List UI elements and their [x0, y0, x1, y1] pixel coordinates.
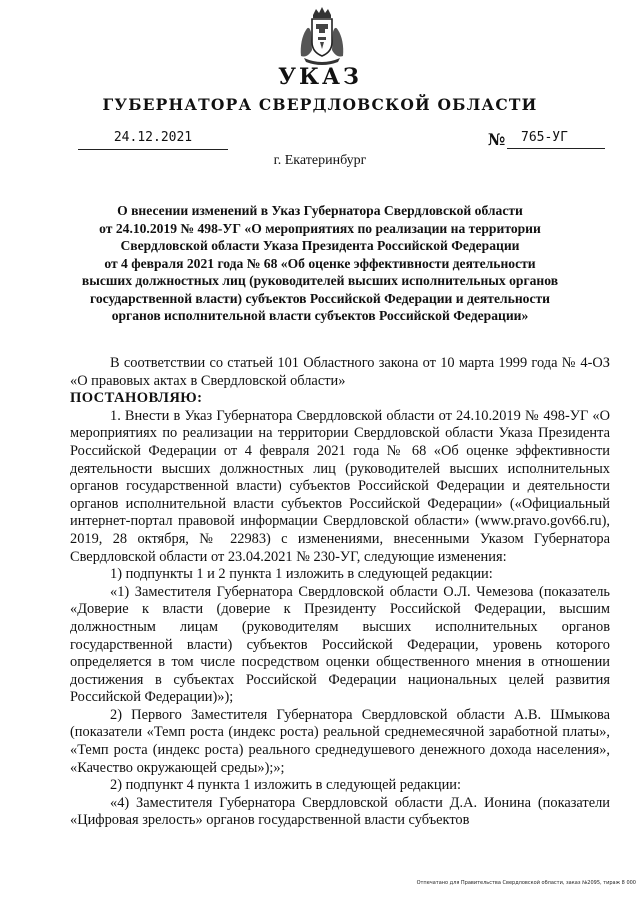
- heading-line: высших должностных лиц (руководителей высших исполнительных органов: [81, 273, 559, 288]
- document-city: г. Екатеринбург: [273, 153, 367, 168]
- heading-line: органов исполнительной власти субъектов Российской Федерации»: [111, 308, 529, 323]
- print-footer: Отпечатано для Правительства Свердловской области, заказ №2095, тираж 8 000: [416, 880, 636, 886]
- quoted-subitem-2-paragraph: 2) Первого Заместителя Губернатора Свердловской области А.В. Шмыкова (показатели «Темп роста (индекс роста) реальной среднемесячной заработной платы», «Темп роста (индекс роста) реального среднедушевого денежного дохода населения», «Качество окружающей среды»);»;: [70, 706, 610, 776]
- document-date: [78, 128, 228, 150]
- coat-of-arms-icon: [298, 6, 346, 66]
- number-value: 765-УГ: [521, 130, 568, 145]
- heading-line: от 4 февраля 2021 года № 68 «Об оценке эффективности деятельности: [104, 255, 536, 271]
- heading-line: Свердловской области Указа Президента Российской Федерации: [120, 238, 520, 253]
- subitem-2-paragraph: 2) подпункт 4 пункта 1 изложить в следующей редакции:: [110, 777, 461, 794]
- date-value: 24.12.2021: [113, 130, 193, 145]
- heading-line: от 24.10.2019 № 498-УГ «О мероприятиях по реализации на территории: [99, 220, 541, 236]
- document-number: [507, 128, 605, 149]
- heading-line: государственной власти) субъектов Российской Федерации и деятельности: [89, 290, 550, 306]
- quoted-subitem-1-paragraph: «1) Заместителя Губернатора Свердловской области О.Л. Чемезова (показатель «Доверие к власти (доверие к Президенту Российской Федерации, высшим должностным лицам (руководителям высших исполнительных органов государственной власти) субъектов Российской Федерации, уровень которого определяется в том числе посредством оценки общественного мнения в отношении достижения в субъектах Российской Федерации национальных целей развития Российской Федерации)»);: [70, 583, 610, 706]
- item-1-paragraph: 1. Внести в Указ Губернатора Свердловской области от 24.10.2019 № 498-УГ «О мероприятиях по реализации на территории Свердловской области Указа Президента Российской Федерации от 4 февраля 2021 года № 68 «Об оценке эффективности деятельности высших должностных лиц (руководителей высших исполнительных органов государственной власти) субъектов Российской Федерации и деятельности органов исполнительной власти субъектов Российской Федерации» («Официальный интернет-портал правовой информации Свердловской области» (www.pravo.gov66.ru), 2019, 28 октября, № 22983) с изменениями, внесенными Указом Губернатора Свердловской области от 23.04.2021 № 230-УГ, следующие изменения:: [70, 407, 610, 565]
- subitem-1-paragraph: 1) подпункты 1 и 2 пункта 1 изложить в следующей редакции:: [110, 566, 493, 583]
- issuer-title: ГУБЕРНАТОРА СВЕРДЛОВСКОЙ ОБЛАСТИ: [102, 95, 538, 114]
- number-sign: №: [488, 130, 506, 149]
- heading-line: О внесении изменений в Указ Губернатора Свердловской области: [117, 203, 523, 218]
- decree-word: ПОСТАНОВЛЯЮ:: [70, 390, 203, 407]
- document-body: [70, 355, 610, 830]
- document-type-title: УКАЗ: [278, 64, 362, 90]
- quoted-subitem-4-paragraph: «4) Заместителя Губернатора Свердловской области Д.А. Ионина (показатели «Цифровая зрелость» органов государственной власти субъектов: [70, 794, 610, 829]
- document-heading: [70, 202, 570, 325]
- preamble-paragraph: В соответствии со статьей 101 Областного закона от 10 марта 1999 года № 4-ОЗ «О правовых актах в Свердловской области»: [70, 355, 610, 389]
